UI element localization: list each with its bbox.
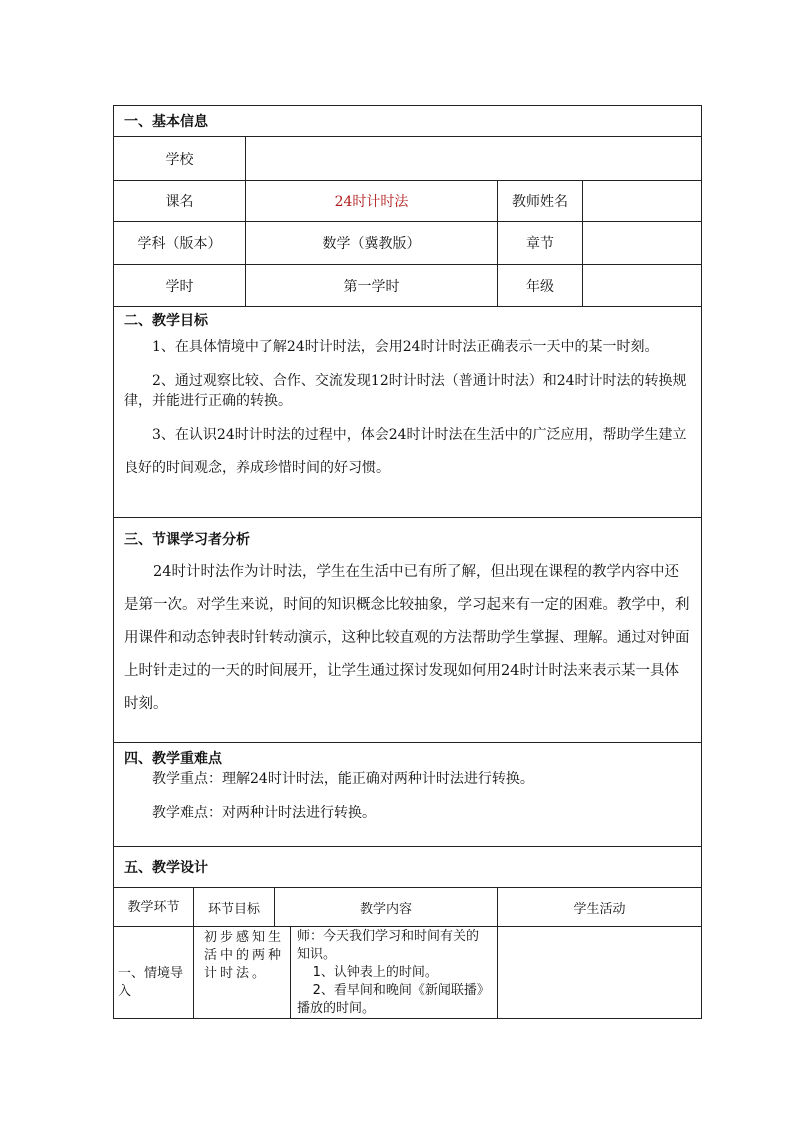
course-label: 课名	[114, 181, 246, 222]
learner-analysis-title: 三、节课学习者分析	[124, 532, 250, 548]
chapter-value	[583, 222, 702, 265]
header-activity: 学生活动	[498, 888, 702, 927]
design-title: 五、教学设计	[114, 847, 702, 888]
lesson-plan-table	[113, 105, 702, 1019]
stage-cell: 一、情境导入	[114, 927, 194, 1019]
header-stage: 教学环节	[114, 888, 194, 927]
header-content: 教学内容	[359, 901, 412, 917]
difficult-point-text: 教学难点：对两种计时法进行转换。	[152, 805, 376, 821]
objectives-section	[114, 307, 702, 518]
lesson-plan-document	[113, 105, 701, 1019]
grade-label: 年级	[498, 265, 583, 307]
chapter-label: 章节	[498, 222, 583, 265]
content-line: 2、看早间和晚间《新闻联播》播放的时间。	[297, 983, 490, 1016]
objective-item: 1、在具体情境中了解24时计时法，会用24时计时法正确表示一天中的某一时刻。	[152, 339, 659, 355]
subject-label: 学科（版本）	[114, 222, 246, 265]
activity-cell	[498, 927, 702, 1019]
objective-item: 2、通过观察比较、合作、交流发现12时计时法（普通计时法）和24时计时法的转换规律，并能进行正确的转换。	[124, 373, 687, 409]
teacher-value	[583, 181, 702, 222]
content-line: 师：今天我们学习和时间有关的知识。	[297, 929, 480, 962]
learner-analysis-section	[114, 518, 702, 743]
learner-analysis-text: 24时计时法作为计时法，学生在生活中已有所了解，但出现在课程的教学内容中还是第一次。对学生来说，时间的知识概念比较抽象，学习起来有一定的困难。教学中，利用课件和动态钟表时针转动演示，这种比较直观的方法帮助学生掌握、理解。通过对钟面上时针走过的一天的时间展开，让学生通过探讨发现如何用24时计时法来表示某一具体时刻。	[124, 564, 690, 712]
header-goal: 环节目标	[194, 888, 275, 926]
school-value	[246, 137, 702, 181]
key-point-text: 教学重点：理解24时计时法，能正确对两种计时法进行转换。	[152, 771, 534, 787]
basic-info-title: 一、基本信息	[114, 106, 702, 137]
objective-item: 3、在认识24时计时法的过程中，体会24时计时法在生活中的广泛应用，帮助学生建立良好的时间观念，养成珍惜时间的好习惯。	[124, 427, 687, 476]
design-row-inner	[194, 927, 497, 1018]
period-label: 学时	[114, 265, 246, 307]
grade-value	[583, 265, 702, 307]
course-value: 24时计时法	[246, 181, 498, 222]
content-line: 1、认钟表上的时间。	[312, 965, 438, 980]
key-points-title: 四、教学重难点	[124, 751, 222, 767]
key-points-section	[114, 743, 702, 847]
period-value: 第一学时	[246, 265, 498, 307]
content-cell	[291, 927, 498, 1018]
school-label: 学校	[114, 137, 246, 181]
subject-value: 数学（冀教版）	[246, 222, 498, 265]
design-subheader	[194, 888, 497, 926]
objectives-title: 二、教学目标	[124, 313, 208, 329]
teacher-label: 教师姓名	[498, 181, 583, 222]
goal-cell: 初步感知生活中的两种计时法。	[194, 927, 291, 1018]
